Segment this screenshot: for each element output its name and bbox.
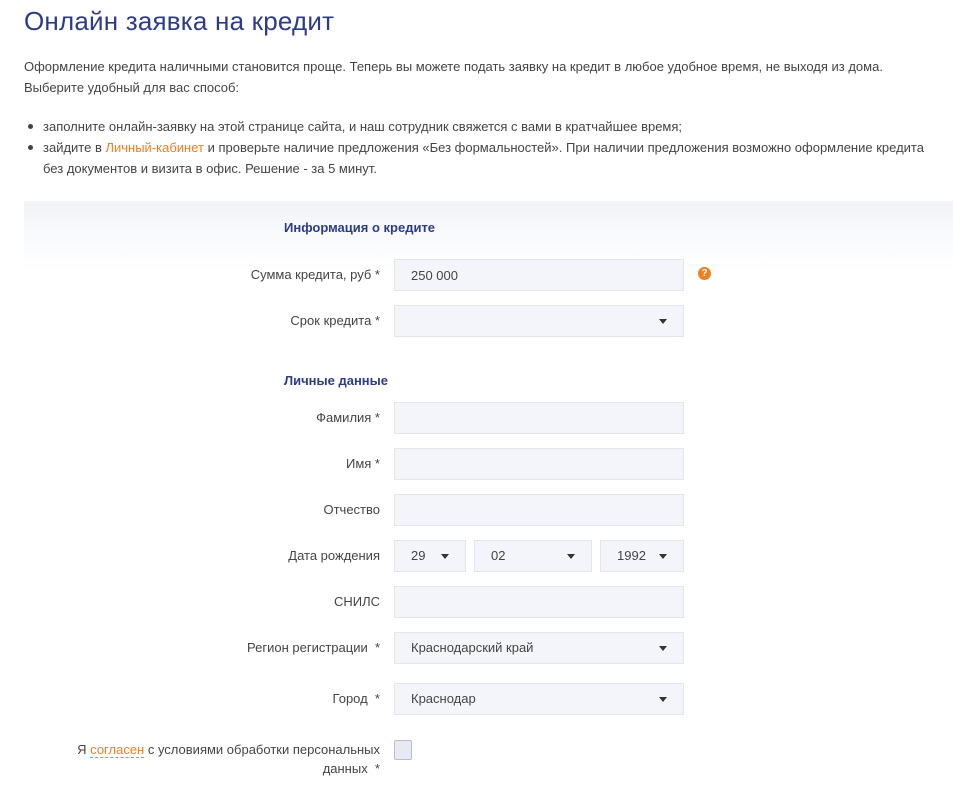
consent-label: [40, 740, 384, 778]
birth-month-value: 02: [491, 548, 506, 563]
option-cabinet-text-before: зайдите в: [43, 140, 106, 155]
surname-input[interactable]: [394, 402, 684, 434]
chevron-down-icon: [567, 554, 575, 559]
patronymic-label: Отчество: [323, 502, 380, 517]
consent-checkbox[interactable]: [394, 740, 412, 760]
patronymic-input[interactable]: [394, 494, 684, 526]
intro-line-1: Оформление кредита наличными становится проще. Теперь вы можете подать заявку на кредит в любое удобное время, не выходя из дома.: [24, 59, 883, 74]
name-label: Имя *: [346, 456, 380, 471]
list-item: [24, 116, 934, 137]
options-list: [24, 116, 934, 179]
chevron-down-icon: [659, 319, 667, 324]
intro-line-2: Выберите удобный для вас способ:: [24, 80, 240, 95]
surname-label: Фамилия *: [316, 410, 380, 425]
chevron-down-icon: [659, 646, 667, 651]
credit-info-heading: Информация о кредите: [284, 220, 436, 235]
amount-input[interactable]: [394, 259, 684, 291]
option-cabinet-text-after: и проверьте наличие предложения «Без формальностей». При наличии предложения возможно оформление кредита без документов и визита в офис. Решение - за 5 минут.: [43, 140, 924, 176]
birth-day-value: 29: [411, 548, 426, 563]
name-input[interactable]: [394, 448, 684, 480]
term-select[interactable]: [394, 305, 684, 337]
term-label: Срок кредита *: [290, 313, 380, 328]
region-select-value: Краснодарский край: [411, 640, 534, 655]
birth-day-select[interactable]: [394, 540, 466, 572]
personal-cabinet-link[interactable]: Личный-кабинет: [105, 140, 204, 155]
consent-link[interactable]: согласен: [90, 742, 145, 757]
birth-date-label: Дата рождения: [288, 548, 380, 563]
city-select-value: Краснодар: [411, 691, 476, 706]
city-label: Город *: [332, 691, 380, 706]
snils-label: СНИЛС: [333, 594, 380, 609]
consent-text-after: с условиями обработки персональных данных *: [144, 742, 384, 776]
list-item: [24, 137, 934, 179]
chevron-down-icon: [659, 554, 667, 559]
region-select[interactable]: [394, 632, 684, 664]
birth-year-select[interactable]: [600, 540, 684, 572]
region-label: Регион регистрации *: [247, 640, 380, 655]
birth-year-value: 1992: [617, 548, 646, 563]
option-online-text: заполните онлайн-заявку на этой странице сайта, и наш сотрудник свяжется с вами в кратчайшее время;: [43, 119, 683, 134]
birth-month-select[interactable]: [474, 540, 592, 572]
amount-label: Сумма кредита, руб *: [250, 267, 380, 282]
snils-input[interactable]: [394, 586, 684, 618]
chevron-down-icon: [659, 697, 667, 702]
chevron-down-icon: [441, 554, 449, 559]
city-select[interactable]: [394, 683, 684, 715]
page-title: Онлайн заявка на кредит: [24, 6, 335, 36]
help-icon[interactable]: ?: [698, 267, 711, 280]
consent-text-before: Я: [77, 742, 91, 757]
personal-data-heading: Личные данные: [284, 373, 388, 388]
intro-text: [24, 56, 939, 98]
